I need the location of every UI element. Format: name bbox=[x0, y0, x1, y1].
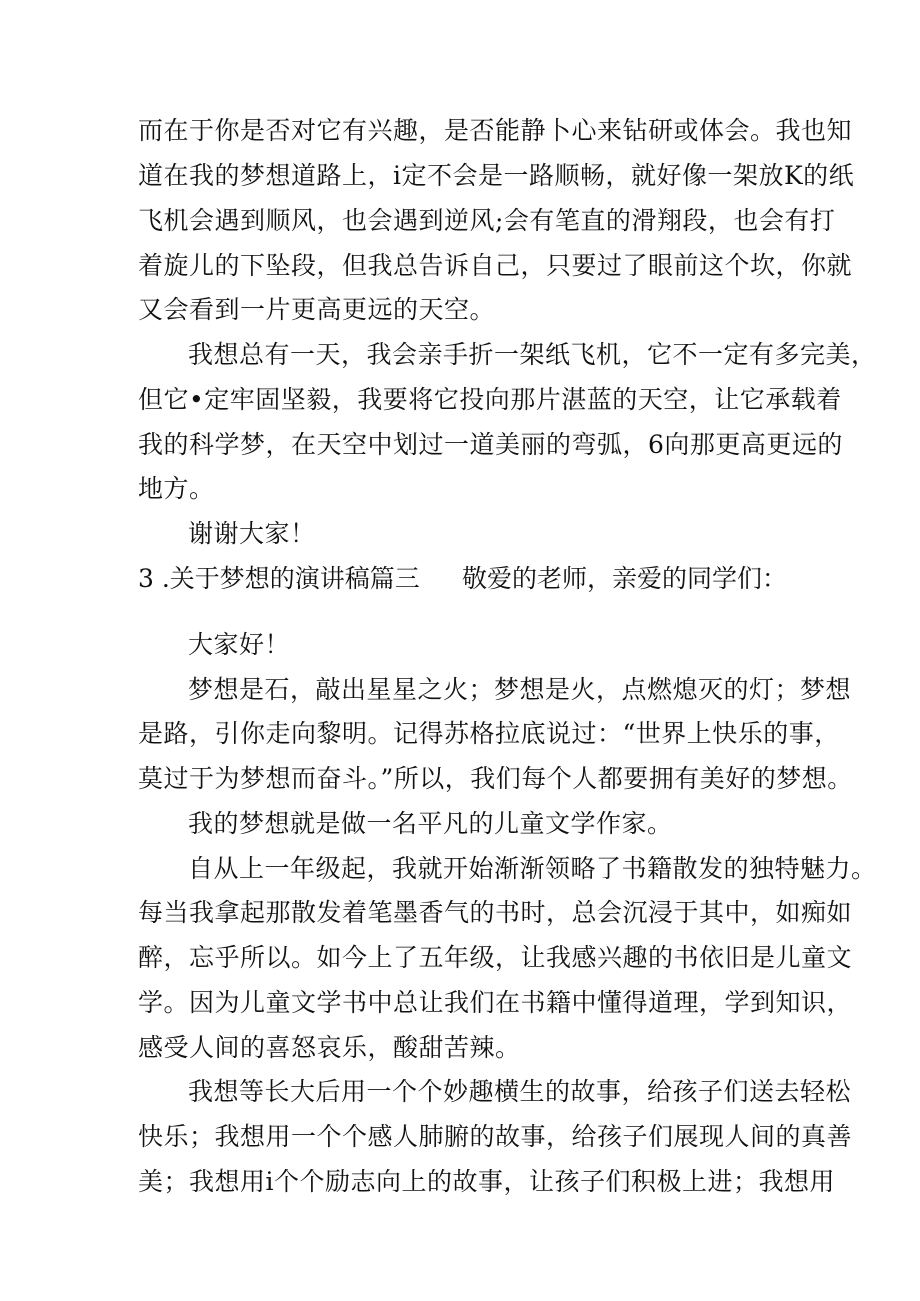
text-line: 地方。 bbox=[138, 474, 215, 503]
text-line: 我想总有一天，我会亲手折一架纸飞机，它不一定有多完美， bbox=[188, 340, 877, 369]
text-line: 而在于你是否对它有兴趣，是否能静卜心来钻研或体会。我也知 bbox=[138, 116, 853, 145]
text-line: 大家好！ bbox=[188, 630, 291, 659]
text-line: 着旋儿的下坠段，但我总告诉自己，只要过了眼前这个坎，你就 bbox=[138, 251, 853, 280]
text-line: 又会看到一片更高更远的天空。 bbox=[138, 295, 496, 324]
section-greeting: 敬爱的老师，亲爱的同学们： bbox=[462, 564, 788, 593]
text-line: 美；我想用i个个励志向上的故事，让孩子们积极上进；我想用 bbox=[138, 1167, 835, 1196]
closing-line: 谢谢大家！ bbox=[188, 519, 316, 548]
text-line: 但它•定牢固坚毅，我要将它投向那片湛蓝的天空，让它承载着 bbox=[138, 385, 842, 414]
section-heading-title: 3 .关于梦想的演讲稿篇三 bbox=[138, 564, 420, 593]
text-line: 自从上一年级起，我就开始渐渐领略了书籍散发的独特魅力。 bbox=[188, 854, 877, 883]
text-line: 道在我的梦想道路上，i定不会是一路顺畅，就好像一架放K的纸 bbox=[138, 161, 855, 190]
text-line: 我的梦想就是做一名平凡的儿童文学作家。 bbox=[188, 809, 673, 838]
text-line: 快乐；我想用一个个感人肺腑的故事，给孩子们展现人间的真善 bbox=[138, 1122, 853, 1151]
text-line: 是路，引你走向黎明。记得苏格拉底说过：“世界上快乐的事， bbox=[138, 719, 840, 748]
text-line: 感受人间的喜怒哀乐，酸甜苦辣。 bbox=[138, 1033, 521, 1062]
text-line: 学。因为儿童文学书中总让我们在书籍中懂得道理，学到知识， bbox=[138, 988, 853, 1017]
text-line: 我想等长大后用一个个妙趣横生的故事，给孩子们送去轻松 bbox=[188, 1077, 852, 1106]
text-line: 飞机会遇到顺风，也会遇到逆风;会有笔直的滑翔段，也会有打 bbox=[138, 206, 836, 235]
text-line: 醉，忘乎所以。如今上了五年级，让我感兴趣的书依旧是儿童文 bbox=[138, 943, 853, 972]
section-heading bbox=[138, 564, 788, 594]
text-line: 梦想是石，敲出星星之火；梦想是火，点燃熄灭的灯；梦想 bbox=[188, 675, 852, 704]
text-line: 每当我拿起那散发着笔墨香气的书时，总会沉浸于其中，如痴如 bbox=[138, 898, 853, 927]
text-line: 我的科学梦，在天空中划过一道美丽的弯弧，6向那更高更远的 bbox=[138, 430, 843, 459]
text-line: 莫过于为梦想而奋斗。”所以，我们每个人都要拥有美好的梦想。 bbox=[138, 764, 853, 793]
